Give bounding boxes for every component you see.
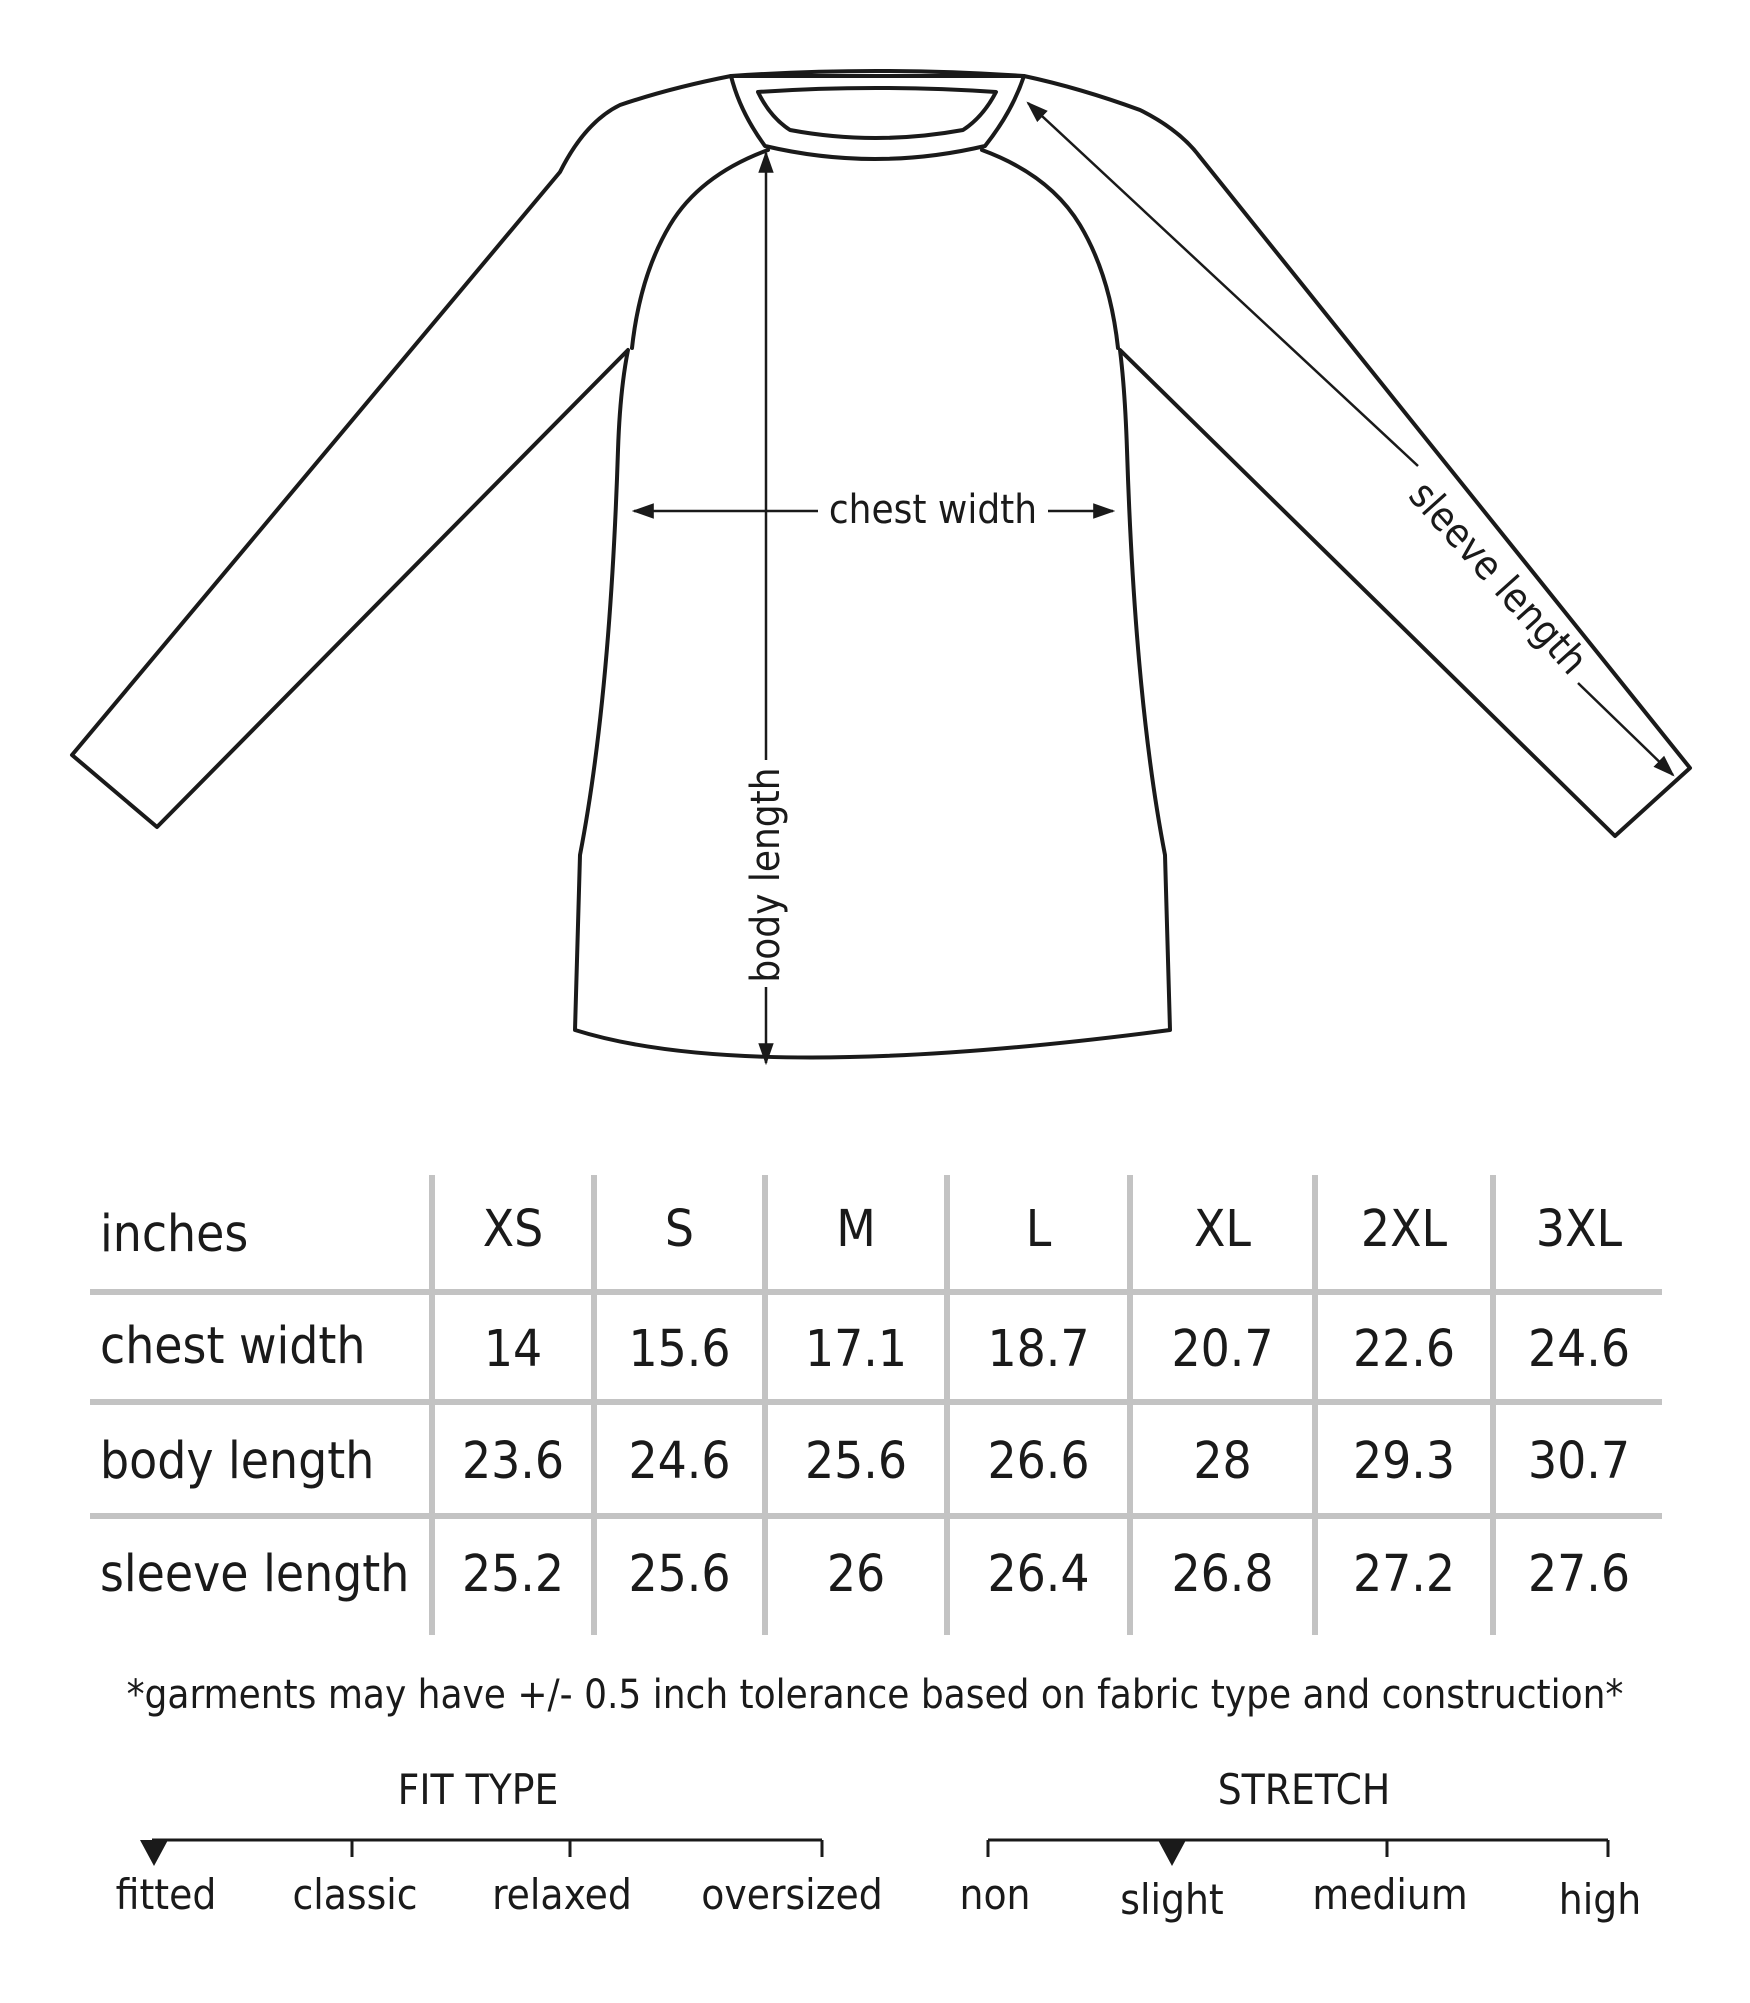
table-cell: 22.6 — [1352, 1320, 1456, 1379]
size-chart-table — [90, 1175, 1662, 1635]
table-corner-unit: inches — [100, 1205, 249, 1264]
table-cell: 20.7 — [1171, 1320, 1274, 1379]
table-cell: 27.6 — [1527, 1545, 1631, 1604]
table-cell: 26 — [826, 1545, 886, 1604]
size-header-2xl: 2XL — [1360, 1200, 1448, 1259]
table-cell: 18.7 — [987, 1320, 1090, 1379]
table-cell: 30.7 — [1527, 1432, 1631, 1491]
table-cell: 26.8 — [1171, 1545, 1274, 1604]
stretch-option-medium: medium — [1312, 1870, 1468, 1919]
table-cell: 25.2 — [461, 1545, 565, 1604]
stretch-selected-marker — [1158, 1840, 1186, 1866]
table-cell: 15.6 — [628, 1320, 731, 1379]
table-cell: 24.6 — [628, 1432, 731, 1491]
table-cell: 29.3 — [1352, 1432, 1456, 1491]
body-length-label: body length — [743, 767, 789, 983]
stretch-option-non: non — [959, 1870, 1031, 1919]
sleeve-length-label: sleeve length — [1399, 472, 1597, 684]
size-header-m: M — [836, 1200, 876, 1259]
row-label-sleeve-length: sleeve length — [100, 1545, 410, 1604]
fit-type-title: FIT TYPE — [397, 1765, 559, 1814]
table-cell: 24.6 — [1527, 1320, 1631, 1379]
right-raglan-seam — [982, 150, 1118, 348]
size-header-l: L — [1025, 1200, 1052, 1259]
stretch-title: STRETCH — [1217, 1765, 1391, 1814]
table-cell: 17.1 — [804, 1320, 908, 1379]
fit-type-selected-marker — [140, 1840, 168, 1866]
size-header-s: S — [664, 1200, 695, 1259]
row-label-chest-width: chest width — [100, 1317, 366, 1376]
collar-inner — [758, 88, 996, 138]
table-cell: 25.6 — [804, 1432, 908, 1491]
fit-option-relaxed: relaxed — [492, 1870, 632, 1919]
size-header-3xl: 3XL — [1535, 1200, 1623, 1259]
table-cell: 23.6 — [461, 1432, 565, 1491]
table-cell: 27.2 — [1352, 1545, 1456, 1604]
table-cell: 26.4 — [987, 1545, 1090, 1604]
row-label-body-length: body length — [100, 1432, 375, 1491]
tolerance-note: *garments may have +/- 0.5 inch tolerance based on fabric type and construction* — [126, 1672, 1624, 1718]
size-header-xs: XS — [482, 1200, 544, 1259]
table-cell: 14 — [483, 1320, 543, 1379]
fit-option-oversized: oversized — [701, 1870, 883, 1919]
table-cell: 28 — [1193, 1432, 1252, 1491]
left-raglan-seam — [632, 150, 768, 348]
chest-width-label: chest width — [828, 487, 1038, 533]
stretch-option-slight: slight — [1120, 1875, 1224, 1924]
stretch-option-high: high — [1558, 1875, 1642, 1924]
fit-option-classic: classic — [292, 1870, 418, 1919]
table-cell: 25.6 — [628, 1545, 731, 1604]
table-cell: 26.6 — [987, 1432, 1090, 1491]
fit-option-fitted: fitted — [115, 1870, 217, 1919]
size-header-xl: XL — [1194, 1200, 1251, 1259]
shirt-outline — [72, 76, 1690, 1058]
